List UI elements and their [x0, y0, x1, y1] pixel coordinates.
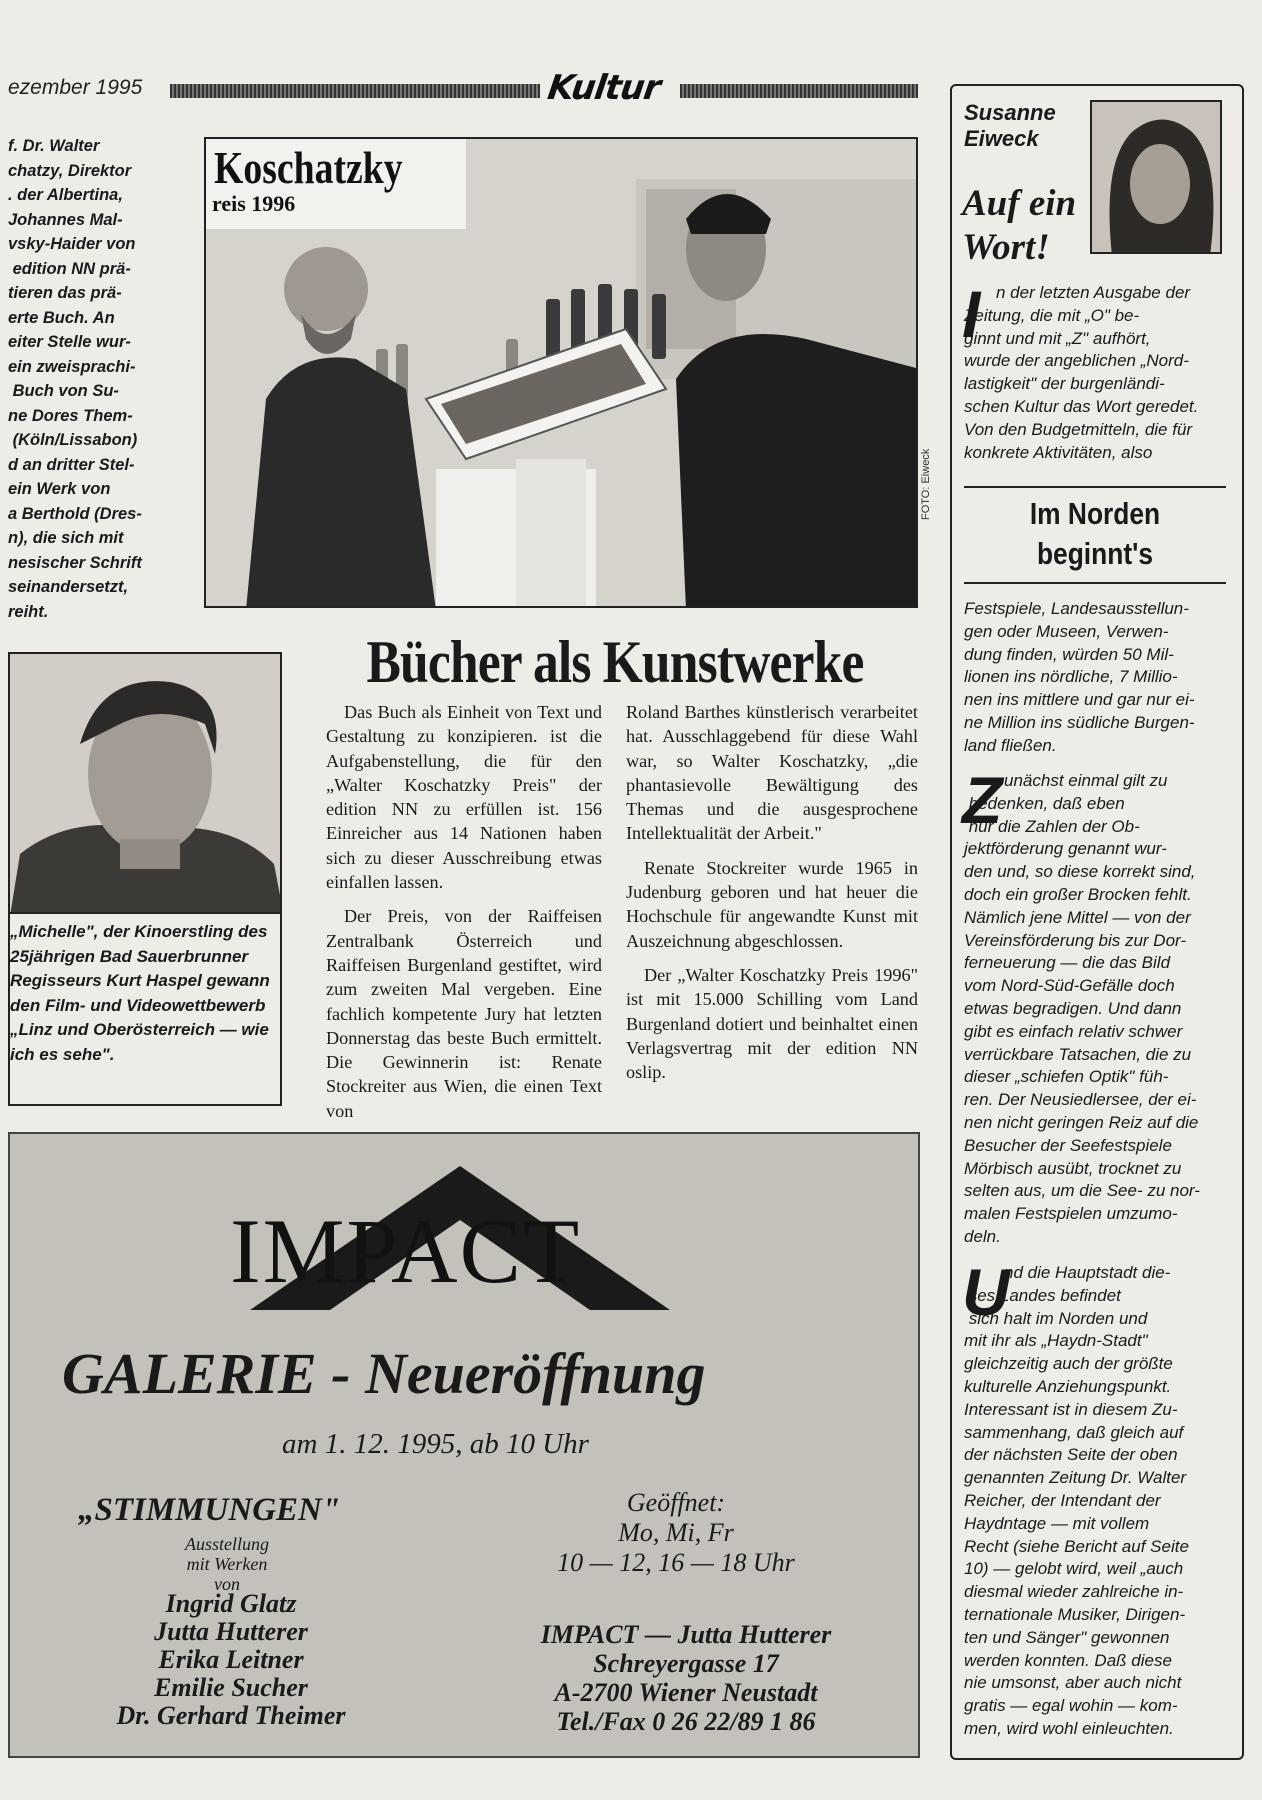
article-paragraph: Das Buch als Einheit von Text und Gestaltung zu konzipieren. ist die Aufgabenstellung, die für den „Walter Koschatzky Preis" der edition NN zu erfüllen ist. 156 Einreicher aus 14 Nationen haben sich zu dieser Ausschreibung etwas einfallen lassen.	[326, 702, 602, 893]
ad-exhibition-title: „STIMMUNGEN"	[78, 1492, 341, 1528]
caption-line: ein Werk von	[8, 480, 111, 498]
column-author: Susanne Eiweck	[964, 100, 1056, 151]
caption-line: vsky-Haider von	[8, 235, 136, 253]
ad-logo-text: IMPACT	[230, 1200, 582, 1302]
hours-line: 10 — 12, 16 — 18 Uhr	[557, 1548, 795, 1577]
artist-name: Erika Leitner	[158, 1645, 304, 1674]
hours-line: Geöffnet:	[626, 1488, 726, 1517]
column-intro: n der letzten Ausgabe der Zeitung, die mit „O" be- ginnt und mit „Z" aufhört, wurde der angeblichen „Nord- lastigkeit" der burgenländi- schen Kultur das Wort geredet. Von den Budgetmitteln, die für konkrete Aktivitäten, also	[964, 283, 1199, 462]
ad-artist-list	[96, 1590, 366, 1730]
author-portrait-illustration	[1092, 102, 1222, 254]
contact-line: Schreyergasse 17	[593, 1649, 779, 1678]
caption-line: d an dritter Stel-	[8, 455, 135, 474]
article-paragraph: Der „Walter Koschatzky Preis 1996" ist mit 15.000 Schilling vom Land Burgenland dotiert und beinhaltet einen Verlagsvertrag mit der edition NN oslip.	[626, 964, 918, 1083]
photo-caption-top	[8, 134, 168, 624]
author-photo	[1090, 100, 1222, 254]
banner-subtitle: reis 1996	[212, 191, 296, 216]
artist-name: Ingrid Glatz	[165, 1589, 297, 1618]
caption-line: ein zweisprachi-	[8, 357, 136, 376]
section-logo: Kultur	[545, 68, 663, 108]
caption-line: eiter Stelle wur-	[8, 333, 131, 351]
photo-credit: FOTO: Eiweck	[920, 448, 932, 520]
contact-line: Tel./Fax 0 26 22/89 1 86	[556, 1707, 816, 1736]
artist-name: Dr. Gerhard Theimer	[116, 1701, 346, 1730]
caption-line: seinandersetzt,	[8, 578, 129, 596]
caption-line: (Köln/Lissabon)	[8, 431, 138, 449]
caption-line: edition NN prä-	[8, 259, 131, 278]
column-paragraph: nd die Hauptstadt die- ses Landes befindet sich halt im Norden und mit ihr als „Haydn-Stadt" gleichzeitig auch der größte kulturelle Anziehungspunkt. Interessant ist in diesem Zu- sammenhang, daß gleich auf der nächsten Seite der oben genannten Zeitung Dr. Walter Reicher, der Intendant der Haydntage — mit vollem Recht (siehe Bericht auf Seite 10) — gelobt wird, weil „auch diesmal wieder zahlreiche in- ternationale Musiker, Dirigen- ten und Sänger" gewonnen werden konnten. Daß diese nie umsonst, aber auch nicht gratis — egal wohin — kom- men, wird wohl einleuchten.	[964, 1263, 1189, 1738]
caption-line: Buch von Su-	[8, 382, 119, 400]
subhead-rule-top	[964, 486, 1226, 488]
caption-line: a Berthold (Dres-	[8, 504, 142, 523]
caption-line: chatzy, Direktor	[8, 161, 132, 180]
header-rule-left	[170, 84, 540, 98]
ad-contact	[516, 1620, 856, 1736]
subhead-rule-bottom	[964, 582, 1226, 584]
column-paragraph: unächst einmal gilt zu bedenken, daß eben nur die Zahlen der Ob- jektförderung genannt wur- den und, so diese korrekt sind, doch ein großer Brocken fehlt. Nämlich jene Mittel — von der Vereinsförderung bis zur Dor- ferneuerung — die das Bild vom Nord-Süd-Gefälle doch etwas begradigen. Und dann gibt es einfach relativ schwer verrückbare Tatsachen, die zu dieser „schiefen Optik" füh- ren. Der Neusiedlersee, der ei- nen nicht geringen Reiz auf die Besucher der Seefestspiele Mörbisch ausübt, trocknet zu selten aus, um die See- zu nor- malen Festspielen umzumo- deln.	[964, 771, 1200, 1246]
ad-title: GALERIE - Neueröffnung	[62, 1341, 706, 1406]
article-column-1	[326, 700, 602, 1133]
artist-name: Emilie Sucher	[154, 1673, 308, 1702]
article-paragraph: Der Preis, von der Raiffeisen Zentralbank Österreich und Raiffeisen Burgenland gestiftet, wird zum zweiten Mal vergeben. Eine fachlich kompetente Jury hat letzten Donnerstag das beste Buch ermittelt. Die Gewinnerin ist: Renate Stockreiter aus Wien, die einen Text von	[326, 906, 602, 1121]
dropcap: I	[962, 277, 981, 351]
ad-exhibition-subtitle: Ausstellung mit Werken von	[185, 1534, 269, 1594]
artist-name: Jutta Hutterer	[154, 1617, 308, 1646]
caption-line: . der Albertina,	[8, 186, 123, 204]
column-title: Auf ein Wort!	[962, 183, 1077, 268]
header-rule-right	[680, 84, 918, 98]
ad-opening-hours	[556, 1488, 796, 1578]
article-paragraph: Roland Barthes künstlerisch verarbeitet hat. Ausschlaggebend für diese Wahl war, so Walter Koschatzky, „die phantasievolle Bewältigung des Themas und die ausgesprochene Intellektualität der Arbeit."	[626, 702, 918, 844]
portrait-illustration	[10, 654, 282, 914]
caption-line: erte Buch. An	[8, 308, 115, 327]
article-paragraph: Renate Stockreiter wurde 1965 in Judenburg geboren und hat heuer die Hochschule für angewandte Kunst mit Auszeichnung abgeschlossen.	[626, 857, 918, 951]
caption-line: nesischer Schrift	[8, 553, 142, 572]
contact-line: A-2700 Wiener Neustadt	[554, 1678, 818, 1707]
banner-title: Koschatzky	[214, 142, 403, 193]
caption-line: f. Dr. Walter	[8, 137, 100, 155]
article-headline: Bücher als Kunstwerke	[366, 629, 864, 695]
award-photo	[204, 137, 918, 608]
caption-line: reiht.	[8, 602, 49, 621]
caption-line: Johannes Mal-	[8, 210, 123, 229]
article-column-2	[626, 700, 918, 1094]
award-photo-illustration	[206, 139, 918, 608]
column-paragraph: Festspiele, Landesausstellun- gen oder Museen, Verwen- dung finden, würden 50 Mil- lionen ins nördliche, 7 Millio- nen ins mittlere und gar nur ei- ne Million ins südliche Burgen- land fließen.	[964, 599, 1195, 755]
issue-date: ezember 1995	[8, 76, 143, 99]
portrait-photo	[8, 652, 282, 914]
caption-line: n), die sich mit	[8, 529, 124, 547]
portrait-caption: „Michelle", der Kinoerstling des 25jährigen Bad Sauerbrunner Regisseurs Kurt Haspel gewann den Film- und Videowettbewerb „Linz und Oberösterreich — wie ich es sehe".	[10, 922, 270, 1064]
column-subhead: Im Norden beginnt's	[1029, 496, 1161, 571]
hours-line: Mo, Mi, Fr	[618, 1518, 734, 1547]
contact-line: IMPACT — Jutta Hutterer	[540, 1620, 832, 1649]
dropcap: U	[962, 1255, 1010, 1329]
ad-opening-date: am 1. 12. 1995, ab 10 Uhr	[282, 1428, 589, 1460]
dropcap: Z	[962, 763, 1003, 837]
caption-line: ne Dores Them-	[8, 406, 133, 425]
caption-line: tieren das prä-	[8, 284, 122, 302]
